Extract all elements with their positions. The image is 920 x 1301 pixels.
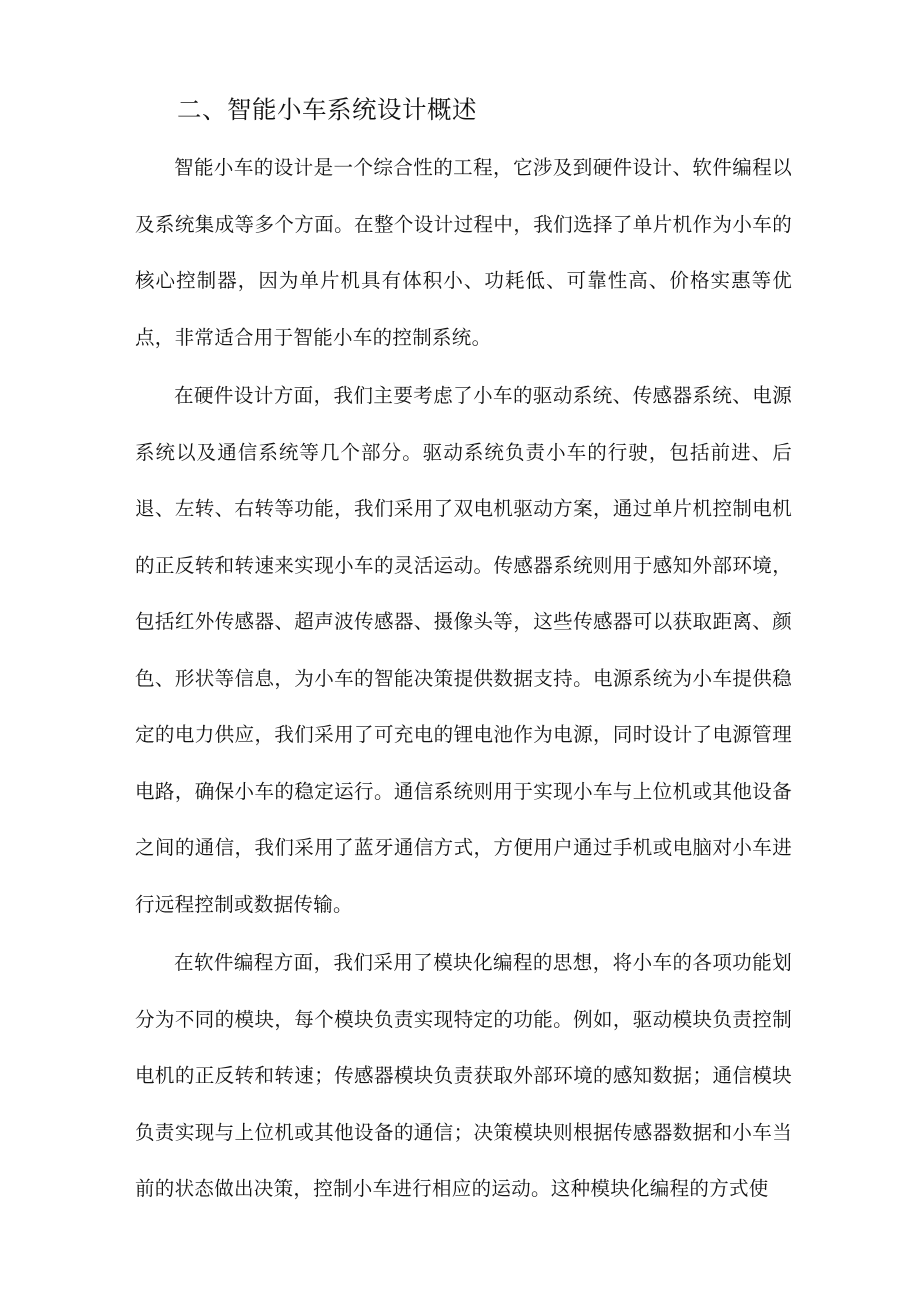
section-heading: 二、智能小车系统设计概述: [177, 95, 477, 124]
paragraph-overview: 智能小车的设计是一个综合性的工程，它涉及到硬件设计、软件编程以及系统集成等多个方面。在整个设计过程中，我们选择了单片机作为小车的核心控制器，因为单片机具有体积小、功耗低、可靠性高、价格实惠等优点，非常适合用于智能小车的控制系统。: [135, 156, 792, 349]
paragraph-hardware: 在硬件设计方面，我们主要考虑了小车的驱动系统、传感器系统、电源系统以及通信系统等几个部分。驱动系统负责小车的行驶，包括前进、后退、左转、右转等功能，我们采用了双电机驱动方案，通过单片机控制电机的正反转和转速来实现小车的灵活运动。传感器系统则用于感知外部环境，包括红外传感器、超声波传感器、摄像头等，这些传感器可以获取距离、颜色、形状等信息，为小车的智能决策提供数据支持。电源系统为小车提供稳定的电力供应，我们采用了可充电的锂电池作为电源，同时设计了电源管理电路，确保小车的稳定运行。通信系统则用于实现小车与上位机或其他设备之间的通信，我们采用了蓝牙通信方式，方便用户通过手机或电脑对小车进行远程控制或数据传输。: [135, 384, 792, 916]
paragraph-software: 在软件编程方面，我们采用了模块化编程的思想，将小车的各项功能划分为不同的模块，每个模块负责实现特定的功能。例如，驱动模块负责控制电机的正反转和转速；传感器模块负责获取外部环境的感知数据；通信模块负责实现与上位机或其他设备的通信；决策模块则根据传感器数据和小车当前的状态做出决策，控制小车进行相应的运动。这种模块化编程的方式使: [135, 951, 792, 1200]
